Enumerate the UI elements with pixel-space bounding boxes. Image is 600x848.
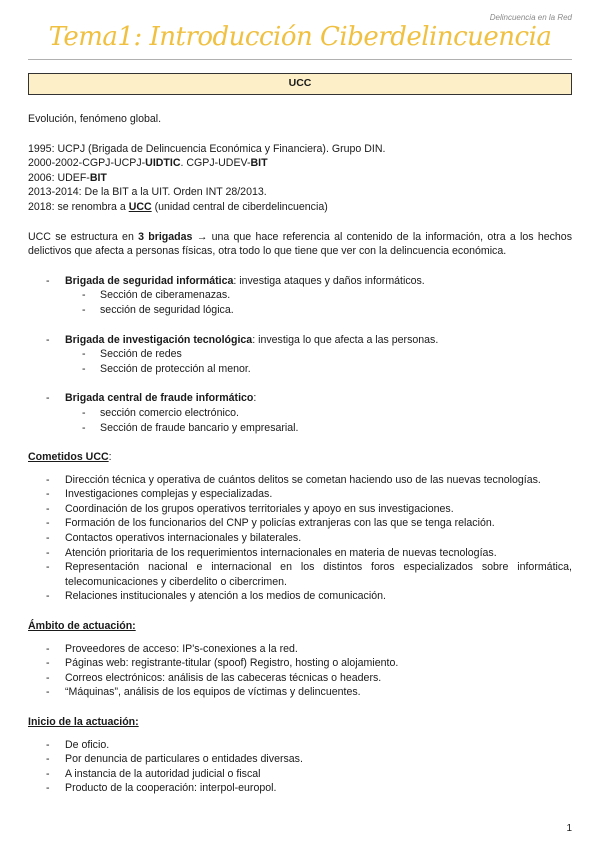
cometidos-list <box>28 473 572 604</box>
ambito-list <box>28 642 572 700</box>
list-item: - Relaciones institucionales y atención a los medios de comunicación. <box>28 589 572 604</box>
list-item: - Producto de la cooperación: interpol-europol. <box>28 781 572 796</box>
list-item: - Proveedores de acceso: IP's-conexiones a la red. <box>28 642 572 657</box>
list-item: - Dirección técnica y operativa de cuántos delitos se cometan haciendo uso de las nuevas tecnologías. <box>28 473 572 488</box>
brigade-section-item: - Sección de fraude bancario y empresarial. <box>28 421 572 436</box>
brigade-item: - Brigada de investigación tecnológica: investiga lo que afecta a las personas. <box>28 333 572 348</box>
list-item: - A instancia de la autoridad judicial o fiscal <box>28 767 572 782</box>
timeline-1995: 1995: UCPJ (Brigada de Delincuencia Económica y Financiera). Grupo DIN. <box>28 142 386 155</box>
page-title: Tema1: Introducción Ciberdelincuencia <box>48 22 552 52</box>
list-item: - Por denuncia de particulares o entidades diversas. <box>28 752 572 767</box>
section-banner: UCC <box>28 73 572 95</box>
cometidos-heading: Cometidos UCC: <box>28 451 112 464</box>
timeline-2006: 2006: UDEF-BIT <box>28 171 107 184</box>
brigade-item: - Brigada de seguridad informática: investiga ataques y daños informáticos. <box>28 274 572 289</box>
brigade-list <box>28 274 572 318</box>
structure-paragraph: UCC se estructura en 3 brigadas → una que hace referencia al contenido de la información, otra a los hechos delictivos que afecta a personas físicas, otra todo lo que tiene que ver con la delincuencia económica. <box>28 230 572 258</box>
timeline-2018: 2018: se renombra a UCC (unidad central de ciberdelincuencia) <box>28 200 328 213</box>
list-item: - Coordinación de los grupos operativos territoriales y apoyo en sus investigaciones. <box>28 502 572 517</box>
list-item: - Correos electrónicos: análisis de las cabeceras técnicas o headers. <box>28 671 572 686</box>
brigade-item: - Brigada central de fraude informático: <box>28 391 572 406</box>
intro-line: Evolución, fenómeno global. <box>28 113 162 125</box>
brigade-section-item: - Sección de ciberamenazas. <box>28 288 572 303</box>
title-divider <box>28 59 572 60</box>
brigade-list <box>28 391 572 435</box>
brigade-list <box>28 333 572 377</box>
timeline-2000: 2000-2002-CGPJ-UCPJ-UIDTIC. CGPJ-UDEV-BIT <box>28 157 268 170</box>
brigade-section-item: - sección de seguridad lógica. <box>28 303 572 318</box>
running-header: Delincuencia en la Red <box>489 13 572 22</box>
inicio-heading: Inicio de la actuación: <box>28 716 139 728</box>
brigade-section-item: - Sección de redes <box>28 347 572 362</box>
list-item: - “Máquinas”, análisis de los equipos de víctimas y delincuentes. <box>28 685 572 700</box>
list-item: - Páginas web: registrante-titular (spoof) Registro, hosting o alojamiento. <box>28 656 572 671</box>
list-item: - Representación nacional e internacional en los distintos foros especializados sobre informática, telecomunicaciones y ciberdelito o cibercrimen. <box>28 560 572 589</box>
ambito-heading: Ámbito de actuación: <box>28 620 136 633</box>
brigade-section-item: - sección comercio electrónico. <box>28 406 572 421</box>
timeline-2013: 2013-2014: De la BIT a la UIT. Orden INT 28/2013. <box>28 186 267 199</box>
list-item: - Contactos operativos internacionales y bilaterales. <box>28 531 572 546</box>
page-number: 1 <box>566 823 572 834</box>
document-body <box>28 112 572 796</box>
inicio-list <box>28 738 572 796</box>
list-item: - De oficio. <box>28 738 572 753</box>
brigade-section-item: - Sección de protección al menor. <box>28 362 572 377</box>
list-item: - Atención prioritaria de los requerimientos internacionales en materia de nuevas tecnologías. <box>28 546 572 561</box>
list-item: - Formación de los funcionarios del CNP y policías extranjeras con las que se tenga relación. <box>28 516 572 531</box>
list-item: - Investigaciones complejas y especializadas. <box>28 487 572 502</box>
